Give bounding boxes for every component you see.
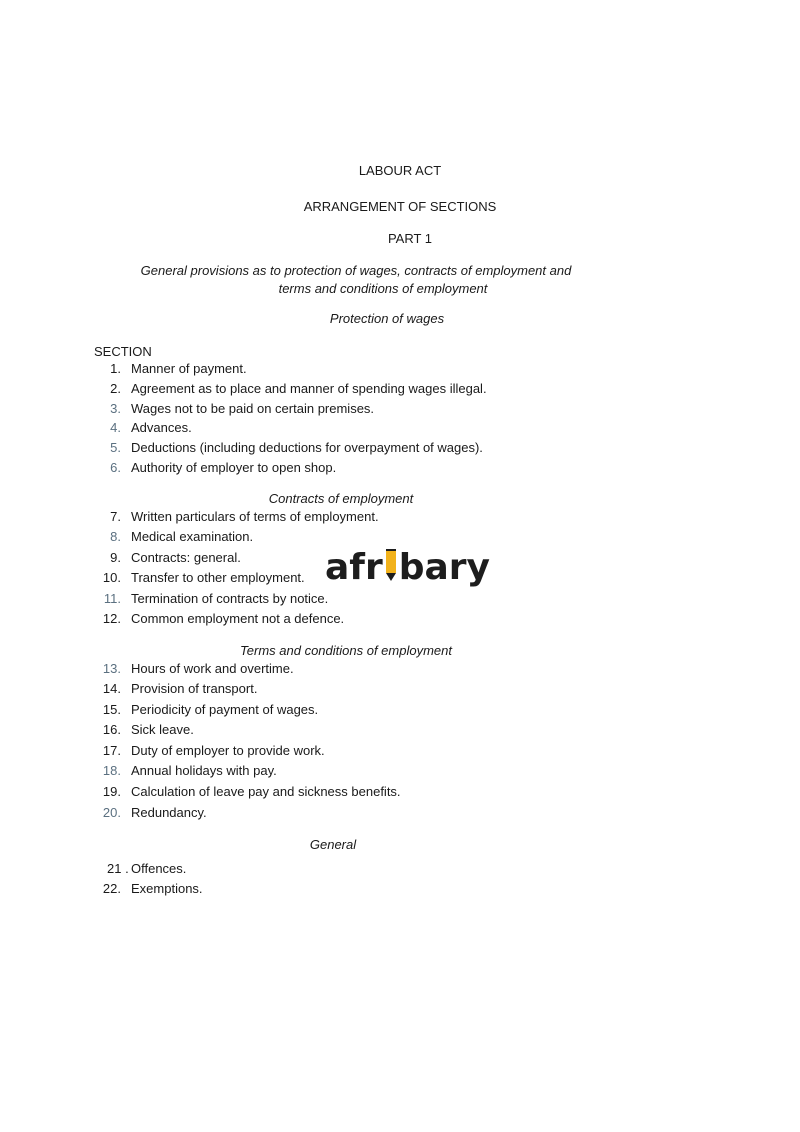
section-title: Termination of contracts by notice.: [131, 591, 329, 606]
part-description-line2: terms and conditions of employment: [278, 281, 488, 296]
section-title: Deductions (including deductions for overpayment of wages).: [131, 440, 483, 455]
group-heading-contracts: Contracts of employment: [268, 491, 414, 506]
section-number: 6.: [110, 460, 121, 475]
section-title: Authority of employer to open shop.: [131, 460, 337, 475]
section-title: Wages not to be paid on certain premises.: [131, 401, 375, 416]
section-title: Written particulars of terms of employment.: [131, 509, 379, 524]
section-title: Exemptions.: [131, 881, 203, 896]
watermark-text-end: bary: [398, 547, 491, 588]
section-number: 22.: [102, 881, 121, 896]
section-title: Common employment not a defence.: [131, 611, 345, 626]
section-number: 11.: [103, 591, 121, 606]
pencil-icon: [386, 549, 396, 581]
arrangement-heading: ARRANGEMENT OF SECTIONS: [303, 199, 497, 214]
section-number: 1.: [110, 361, 121, 376]
section-title: Offences.: [131, 861, 187, 876]
section-number: 4.: [110, 420, 121, 435]
section-number: 17.: [102, 743, 121, 758]
section-number: 13.: [102, 661, 121, 676]
part-description-line1: General provisions as to protection of wages, contracts of employment and: [140, 263, 572, 278]
group-heading-protection: Protection of wages: [329, 311, 445, 326]
section-title: Annual holidays with pay.: [131, 763, 277, 778]
section-title: Provision of transport.: [131, 681, 258, 696]
section-title: Duty of employer to provide work.: [131, 743, 325, 758]
group-heading-general: General: [309, 837, 357, 852]
section-title: Medical examination.: [131, 529, 254, 544]
section-title: Calculation of leave pay and sickness benefits.: [131, 784, 401, 799]
section-number: 8.: [110, 529, 121, 544]
section-number: 3.: [110, 401, 121, 416]
section-number: 12.: [102, 611, 121, 626]
section-title: Periodicity of payment of wages.: [131, 702, 319, 717]
section-number: 16.: [102, 722, 121, 737]
section-title: Contracts: general.: [131, 550, 241, 565]
document-title: LABOUR ACT: [358, 163, 442, 178]
section-title: Advances.: [131, 420, 192, 435]
section-number: 7.: [110, 509, 121, 524]
section-number: 9.: [110, 550, 121, 565]
section-title: Transfer to other employment.: [131, 570, 305, 585]
section-title: Sick leave.: [131, 722, 194, 737]
section-label: SECTION: [94, 344, 152, 359]
section-title: Manner of payment.: [131, 361, 247, 376]
group-heading-terms: Terms and conditions of employment: [240, 643, 452, 658]
section-number: 20.: [102, 805, 121, 820]
section-title: Agreement as to place and manner of spending wages illegal.: [131, 381, 487, 396]
section-title: Hours of work and overtime.: [131, 661, 294, 676]
section-number: 18.: [102, 763, 121, 778]
section-number: 2.: [110, 381, 121, 396]
section-title: Redundancy.: [131, 805, 207, 820]
section-number: 21 .: [107, 861, 129, 876]
section-number: 5.: [110, 440, 121, 455]
part-heading: PART 1: [387, 231, 433, 246]
section-number: 10.: [102, 570, 121, 585]
afribary-watermark-logo: [325, 548, 490, 588]
section-number: 19.: [102, 784, 121, 799]
section-number: 14.: [102, 681, 121, 696]
watermark-text-start: afr: [325, 547, 383, 588]
section-number: 15.: [102, 702, 121, 717]
